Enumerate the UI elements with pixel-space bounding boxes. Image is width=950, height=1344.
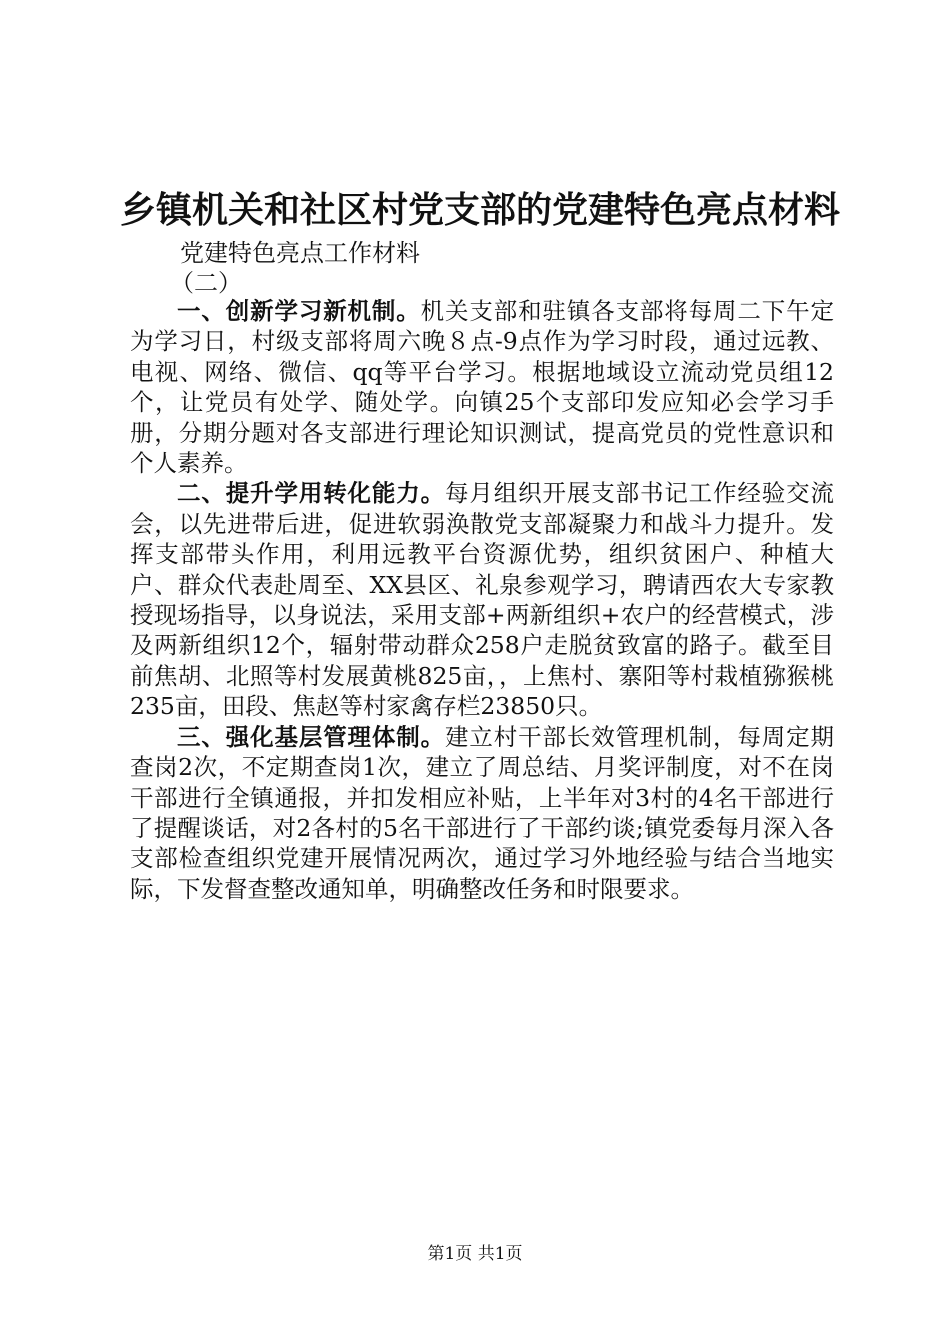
paragraph-1 [130,296,834,478]
subtitle-number: （二） [170,269,242,297]
paragraph-3-heading: 三、强化基层管理体制。 [177,722,446,751]
paragraph-1-heading: 一、创新学习新机制。 [177,297,421,325]
document-subtitle: 党建特色亮点工作材料 [180,239,420,267]
document-body [130,296,834,904]
paragraph-2-text: 每月组织开展支部书记工作经验交流会，以先进带后进，促进软弱涣散党支部凝聚力和战斗力提升。发挥支部带头作用，利用远教平台资源优势，组织贫困户、种植大户、群众代表赴周至、XX县区、礼泉参观学习，聘请西农大专家教授现场指导，以身说法，采用支部+两新组织+农户的经营模式，涉及两新组织12个，辐射带动群众258户走脱贫致富的路子。截至目前焦胡、北照等村发展黄桃825亩，，上焦村、寨阳等村栽植猕猴桃235亩，田段、焦赵等村家禽存栏23850只。 [130,479,835,721]
paragraph-3 [130,722,834,904]
paragraph-2-heading: 二、提升学用转化能力。 [177,479,446,508]
document-title: 乡镇机关和社区村党支部的党建特色亮点材料 [119,189,840,231]
paragraph-1-text: 机关支部和驻镇各支部将每周二下午定为学习日，村级支部将周六晚８点-9点作为学习时段，通过远教、电视、网络、微信、qq等平台学习。根据地域设立流动党员组12个，让党员有处学、随处学。向镇25个支部印发应知必会学习手册，分期分题对各支部进行理论知识测试，提高党员的党性意识和个人素养。 [130,297,835,478]
paragraph-2 [130,478,834,721]
page-footer: 第1页 共1页 [427,1244,523,1264]
paragraph-3-text: 建立村干部长效管理机制，每周定期查岗2次，不定期查岗1次，建立了周总结、月奖评制度，对不在岗干部进行全镇通报，并扣发相应补贴，上半年对3村的4名干部进行了提醒谈话，对2各村的5名干部进行了干部约谈;镇党委每月深入各支部检查组织党建开展情况两次，通过学习外地经验与结合当地实际，下发督查整改通知单，明确整改任务和时限要求。 [130,722,835,903]
